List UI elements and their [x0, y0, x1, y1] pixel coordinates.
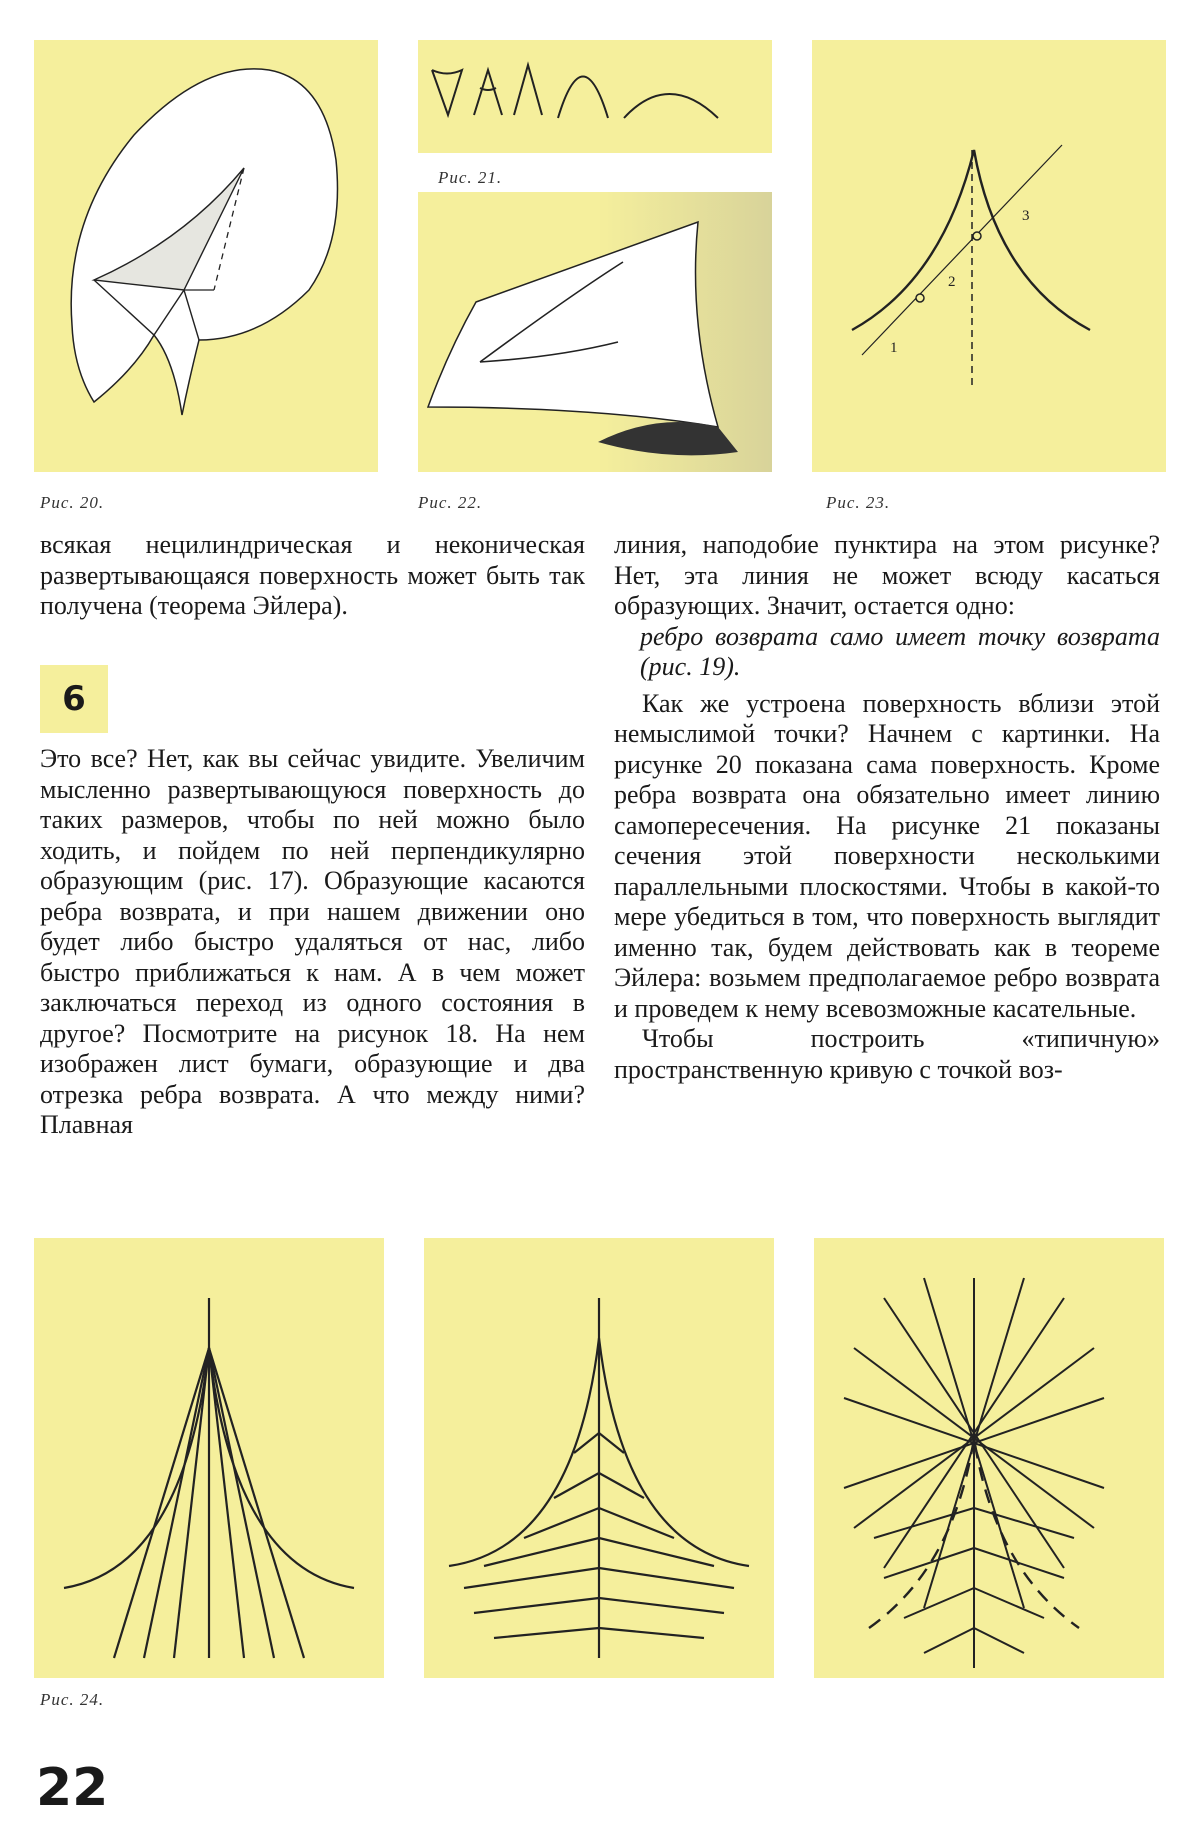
right-emphasis: ребро возврата само имеет точку возврата (рис. 19).	[640, 621, 1160, 681]
figure-23-caption: Рис. 23.	[826, 493, 891, 512]
figure-22-caption: Рис. 22.	[418, 493, 483, 512]
right-column	[614, 530, 1160, 1085]
figure-21-drawing	[418, 40, 772, 153]
figure-21	[418, 40, 772, 153]
figure-24-c-drawing	[814, 1238, 1164, 1678]
figure-20-caption: Рис. 20.	[40, 493, 105, 512]
fig23-label-1: 1	[890, 340, 898, 356]
section-number: 6	[40, 665, 108, 733]
figure-24-b	[424, 1238, 774, 1678]
right-paragraph-1: линия, наподобие пунктира на этом рисунке? Нет, эта линия не может всюду касаться образующих. Значит, остается одно:	[614, 530, 1160, 620]
left-intro-paragraph: всякая нецилиндрическая и неконическая развертывающаяся поверхность может быть так получена (теорема Эйлера).	[40, 530, 585, 620]
figure-23	[812, 40, 1166, 472]
right-paragraph-2: Как же устроена поверхность вблизи этой немыслимой точки? Начнем с картинки. На рисунке 20 показана сама поверхность. Кроме ребра возврата она обязательно имеет линию самопересечения. На рисунке 21 показаны сечения этой поверхности несколькими параллельными плоскостями. Чтобы в какой-то мере убедиться в том, что поверхность выглядит именно так, будем действовать как в теореме Эйлера: возьмем предполагаемое ребро возврата и проведем к нему всевозможные касательные.	[614, 688, 1160, 1023]
fig23-label-2: 2	[948, 274, 956, 290]
right-paragraph-3: Чтобы построить «типичную» пространственную кривую с точкой воз-	[614, 1024, 1160, 1084]
figure-21-caption: Рис. 21.	[438, 168, 503, 187]
figure-24-b-drawing	[424, 1238, 774, 1678]
figure-24-a-drawing	[34, 1238, 384, 1678]
page-number: 22	[36, 1758, 109, 1818]
left-main-paragraph: Это все? Нет, как вы сейчас увидите. Увеличим мысленно развертывающуюся поверхность до таких размеров, чтобы по ней можно было ходить, и пойдем по ней перпендикулярно образующим (рис. 17). Образующие касаются ребра возврата, и при нашем движении оно будет либо быстро удаляться от нас, либо быстро приближаться к нам. А в чем может заключаться переход из одного состояния в другое? Посмотрите на рисунок 18. На нем изображен лист бумаги, образующие и два отрезка ребра возврата. А что между ними? Плавная	[40, 744, 585, 1139]
figure-22	[418, 192, 772, 472]
figure-24-caption: Рис. 24.	[40, 1690, 105, 1709]
figure-20	[34, 40, 378, 472]
figure-24-a	[34, 1238, 384, 1678]
fig23-label-3: 3	[1022, 208, 1030, 224]
figure-23-drawing	[812, 40, 1166, 472]
left-column	[40, 530, 585, 622]
figure-22-drawing	[418, 192, 772, 472]
figure-24-c	[814, 1238, 1164, 1678]
figure-20-drawing	[34, 40, 378, 472]
left-column-main	[40, 744, 585, 1141]
